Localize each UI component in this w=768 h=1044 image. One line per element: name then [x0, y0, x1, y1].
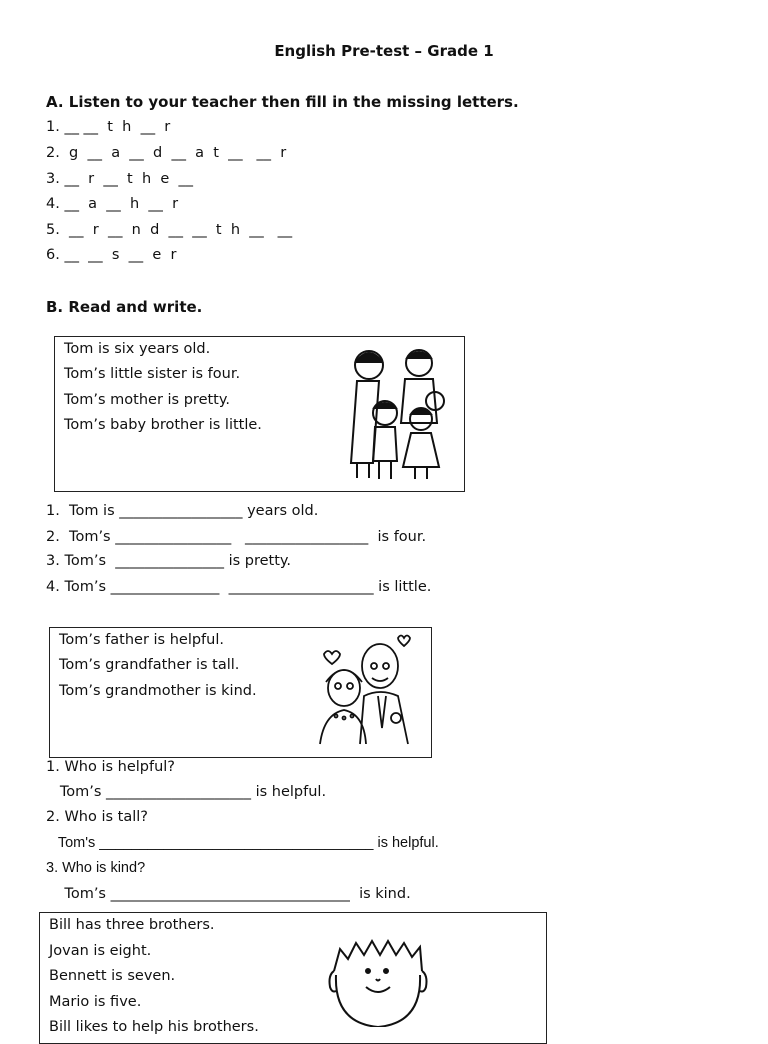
box1-line-4: Tom’s baby brother is little.: [64, 417, 262, 433]
reading-box-grandparents: [49, 627, 432, 758]
section-a-heading: A. Listen to your teacher then fill in the missing letters.: [46, 93, 519, 111]
box2-line-3: Tom’s grandmother is kind.: [59, 683, 257, 699]
reading-box-brothers: [39, 912, 547, 1044]
box3-line-4: Mario is five.: [49, 994, 142, 1010]
family-illustration: [343, 343, 455, 485]
reading-box-family: [54, 336, 465, 492]
question2-1: 1. Who is helpful?: [46, 759, 176, 775]
box3-line-2: Jovan is eight.: [49, 943, 152, 959]
answer2-1: Tom’s ____________________ is helpful.: [46, 784, 327, 800]
box1-line-2: Tom’s little sister is four.: [64, 366, 241, 382]
question1-3: 3. Tom’s _______________ is pretty.: [46, 553, 292, 569]
answer2-2: Tom's __________________________________ is helpful.: [46, 835, 439, 851]
fill-item-6: 6. __ __ s __ e r: [46, 247, 177, 263]
boy-face-illustration: [322, 935, 434, 1027]
box3-line-5: Bill likes to help his brothers.: [49, 1019, 259, 1035]
question2-3: 3. Who is kind?: [46, 860, 146, 876]
fill-item-1: 1. __ __ t h __ r: [46, 119, 171, 135]
question1-2: 2. Tom’s ________________ _________________ is four.: [46, 529, 427, 545]
box3-line-3: Bennett is seven.: [49, 968, 176, 984]
page-title: English Pre-test – Grade 1: [274, 42, 494, 60]
box2-line-2: Tom’s grandfather is tall.: [59, 657, 240, 673]
answer2-3: Tom’s _________________________________ is kind.: [46, 886, 411, 902]
fill-item-5: 5. __ r __ n d __ __ t h __ __: [46, 222, 293, 238]
section-b-heading: B. Read and write.: [46, 298, 203, 316]
fill-item-4: 4. __ a __ h __ r: [46, 196, 179, 212]
grandparents-illustration: [304, 632, 416, 750]
box3-line-1: Bill has three brothers.: [49, 917, 215, 933]
question1-1: 1. Tom is _________________ years old.: [46, 503, 319, 519]
box2-line-1: Tom’s father is helpful.: [59, 632, 224, 648]
box1-line-3: Tom’s mother is pretty.: [64, 392, 230, 408]
fill-item-3: 3. __ r __ t h e __: [46, 171, 194, 187]
fill-item-2: 2. g __ a __ d __ a t __ __ r: [46, 145, 287, 161]
question1-4: 4. Tom’s _______________ ____________________ is little.: [46, 579, 432, 595]
question2-2: 2. Who is tall?: [46, 809, 148, 825]
box1-line-1: Tom is six years old.: [64, 341, 211, 357]
